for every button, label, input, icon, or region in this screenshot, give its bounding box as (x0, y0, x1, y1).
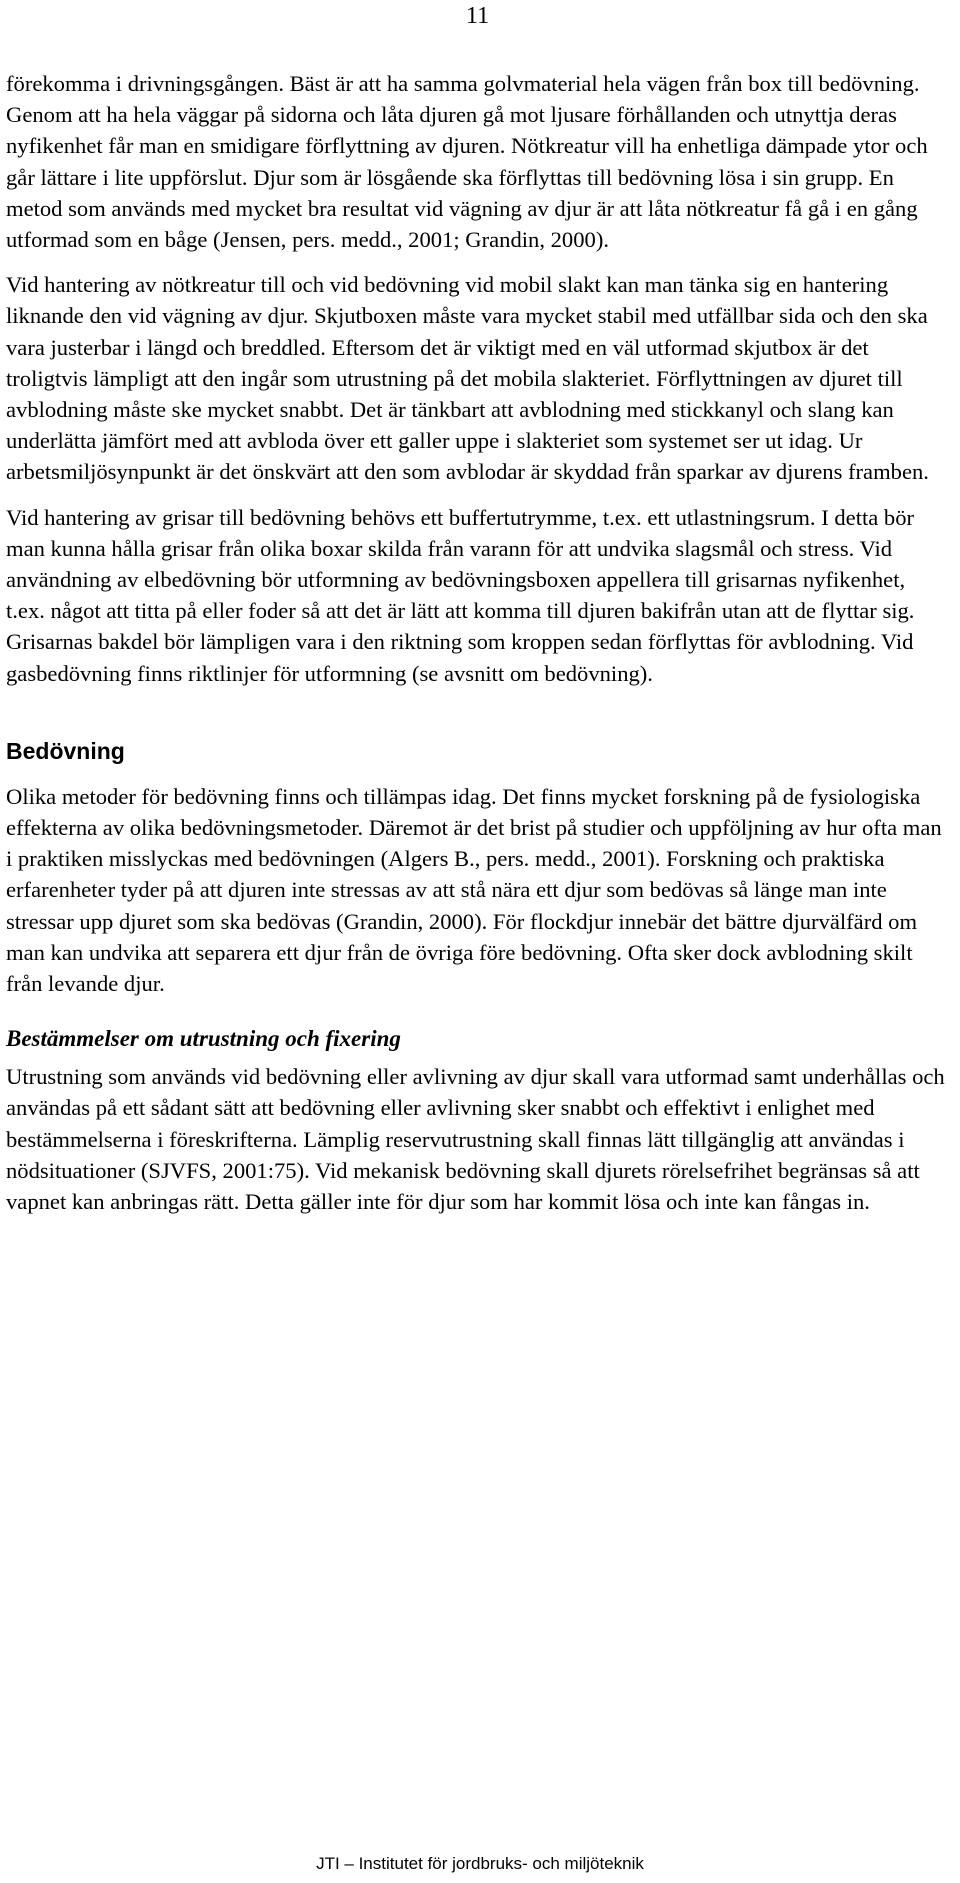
subsection-heading: Bestämmelser om utrustning och fixering (6, 1026, 401, 1052)
body-paragraph: förekomma i drivningsgången. Bäst är att ha samma golvmaterial hela vägen från box till bedövning. Genom att ha hela väggar på sidorna och låta djuren gå mot ljusare förhållanden och utnyttja deras nyfikenhet får man en smidigare förflyttning av djuren. Nötkreatur vill ha enhetliga dämpade ytor och går lättare i lite uppförslut. Djur som är lösgående ska förflyttas till bedövning lösa i sin grupp. En metod som används med mycket bra resultat vid vägning av djur är att låta nötkreatur få gå i en gång utformad som en båge (Jensen, pers. medd., 2001; Grandin, 2000). (6, 71, 928, 253)
page-footer: JTI – Institutet för jordbruks- och miljöteknik (316, 1854, 644, 1873)
section-paragraph: Olika metoder för bedövning finns och tillämpas idag. Det finns mycket forskning på de fysiologiska effekterna av olika bedövningsmetoder. Däremot är det brist på studier och uppföljning av hur ofta man i praktiken misslyckas med bedövningen (Algers B., pers. medd., 2001). Forskning och praktiska erfarenheter tyder på att djuren inte stressas av att stå nära ett djur som bedövas så länge man inte stressar upp djuret som ska bedövas (Grandin, 2000). För flockdjur innebär det bättre djurvälfärd om man kan undvika att separera ett djur från de övriga före bedövning. Ofta sker dock avblodning skilt från levande djur. (6, 783, 942, 997)
page-number: 11 (466, 3, 490, 29)
subsection-paragraph: Utrustning som används vid bedövning eller avlivning av djur skall vara utformad samt underhållas och användas på ett sådant sätt att bedövning eller avlivning sker snabbt och effektivt i enlighet med bestämmelserna i föreskrifterna. Lämplig reservutrustning skall finnas lätt tillgänglig att användas i nödsituationer (SJVFS, 2001:75). Vid mekanisk bedövning skall djurets rörelsefrihet begränsas så att vapnet kan anbringas rätt. Detta gäller inte för djur som har kommit lösa och inte kan fångas in. (6, 1064, 945, 1215)
body-paragraph: Vid hantering av grisar till bedövning behövs ett buffertutrymme, t.ex. ett utlastningsrum. I detta bör man kunna hålla grisar från olika boxar skilda från varann för att undvika slagsmål och stress. Vid användning av elbedövning bör utformning av bedövningsboxen appellera till grisarnas nyfikenhet, t.ex. något att titta på eller foder så att det är lätt att komma till djuren bakifrån utan att de flyttar sig. Grisarnas bakdel bör lämpligen vara i den riktning som kroppen sedan förflyttas för avblodning. Vid gasbedövning finns riktlinjer för utformning (se avsnitt om bedövning). (6, 504, 915, 686)
section-heading: Bedövning (6, 737, 125, 764)
body-paragraph: Vid hantering av nötkreatur till och vid bedövning vid mobil slakt kan man tänka sig en hantering liknande den vid vägning av djur. Skjutboxen måste vara mycket stabil med utfällbar sida och den ska vara justerbar i längd och breddled. Eftersom det är viktigt med en väl utformad skjutbox är det troligtvis lämpligt att den ingår som utrustning på det mobila slakteriet. Förflyttningen av djuret till avblodning måste ske mycket snabbt. Det är tänkbart att avblodning med stickkanyl och slang kan underlätta jämfört med att avbloda över ett galler uppe i slakteriet som systemet ser ut idag. Ur arbetsmiljösynpunkt är det önskvärt att den som avblodar är skyddad från sparkar av djurens framben. (6, 272, 929, 485)
document-body (6, 68, 946, 1231)
